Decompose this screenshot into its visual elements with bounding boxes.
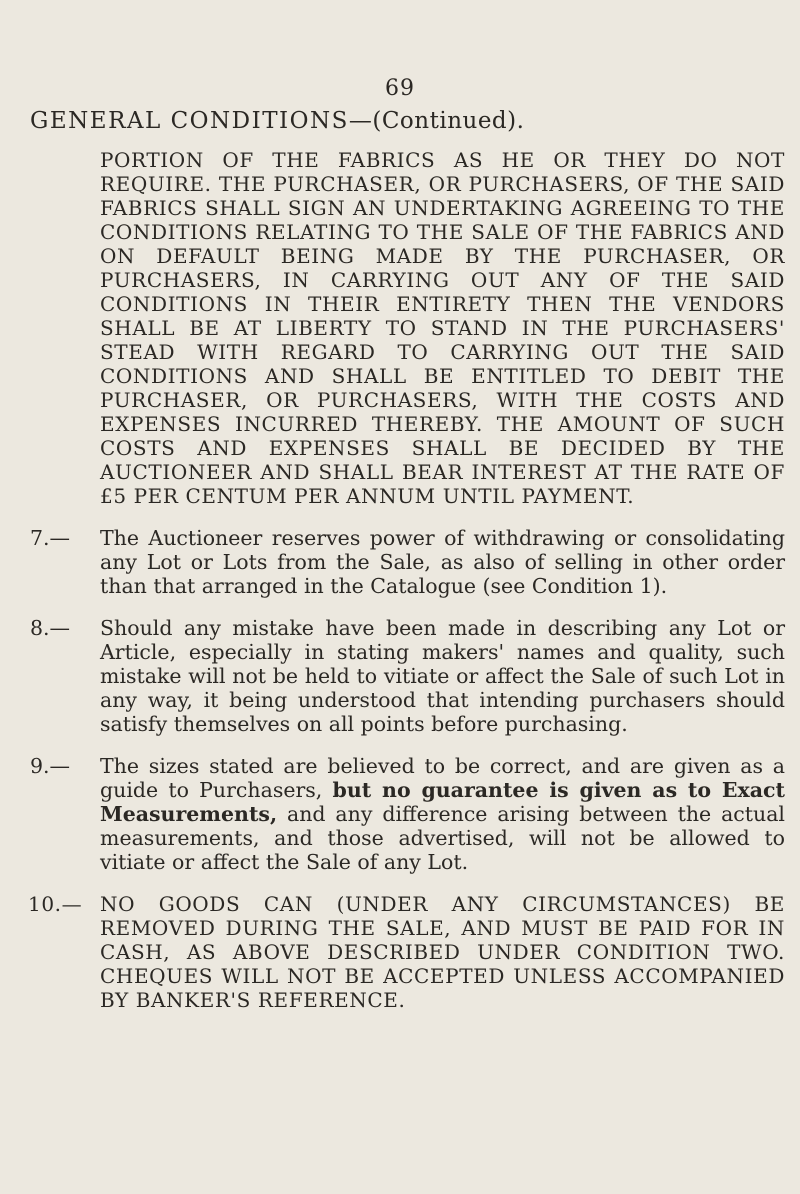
condition-text-emphasis: but no guarantee is given as to Exact Measurements, xyxy=(100,778,785,826)
page-number: 69 xyxy=(385,76,415,101)
condition-number: 8.— xyxy=(30,616,71,640)
heading-title: GENERAL CONDITIONS xyxy=(30,108,349,134)
condition-8 xyxy=(30,616,785,736)
condition-9 xyxy=(30,754,785,874)
condition-number: 7.— xyxy=(30,526,71,550)
condition-text: Should any mistake have been made in describing any Lot or Article, especially in stating makers' names and quality, such mistake will not be held to vitiate or affect the Sale of such Lot in any way, it being understood that intending purchasers should satisfy themselves on all points before purchasing. xyxy=(100,616,785,736)
condition-continuation xyxy=(30,148,785,508)
condition-10 xyxy=(30,892,785,1012)
conditions-body xyxy=(30,148,785,1030)
condition-continuation-text: PORTION OF THE FABRICS AS HE OR THEY DO NOT REQUIRE. THE PURCHASER, OR PURCHASERS, OF THE SAID FABRICS SHALL SIGN AN UNDERTAKING AGREEING TO THE CONDITIONS RELATING TO THE SALE OF THE FABRICS AND ON DEFAULT BEING MADE BY THE PURCHASER, OR PURCHASERS, IN CARRYING OUT ANY OF THE SAID CONDITIONS IN THEIR ENTIRETY THEN THE VENDORS SHALL BE AT LIBERTY TO STAND IN THE PURCHASERS' STEAD WITH REGARD TO CARRYING OUT THE SAID CONDITIONS AND SHALL BE ENTITLED TO DEBIT THE PURCHASER, OR PURCHASERS, WITH THE COSTS AND EXPENSES INCURRED THEREBY. THE AMOUNT OF SUCH COSTS AND EXPENSES SHALL BE DECIDED BY THE AUCTIONEER AND SHALL BEAR INTEREST AT THE RATE OF £5 PER CENTUM PER ANNUM UNTIL PAYMENT. xyxy=(100,148,785,508)
condition-number: 9.— xyxy=(30,754,71,778)
condition-text-after: and any difference arising between the actual measurements, and those advertised, will not be allowed to vitiate or affect the Sale of any Lot. xyxy=(100,802,785,874)
section-heading xyxy=(30,108,790,136)
condition-7 xyxy=(30,526,785,598)
condition-text-before: The sizes stated are believed to be correct, and are given as a guide to Purchasers, xyxy=(100,754,785,802)
heading-continued: —(Continued). xyxy=(348,108,525,134)
condition-number: 10.— xyxy=(28,892,83,916)
condition-text: NO GOODS CAN (UNDER ANY CIRCUMSTANCES) BE REMOVED DURING THE SALE, AND MUST BE PAID FOR IN CASH, AS ABOVE DESCRIBED UNDER CONDITION TWO. CHEQUES WILL NOT BE ACCEPTED UNLESS ACCOMPANIED BY BANKER'S REFERENCE. xyxy=(100,892,785,1012)
condition-text: The Auctioneer reserves power of withdrawing or consolidating any Lot or Lots from the Sale, as also of selling in other order than that arranged in the Catalogue (see Condition 1). xyxy=(100,526,785,598)
